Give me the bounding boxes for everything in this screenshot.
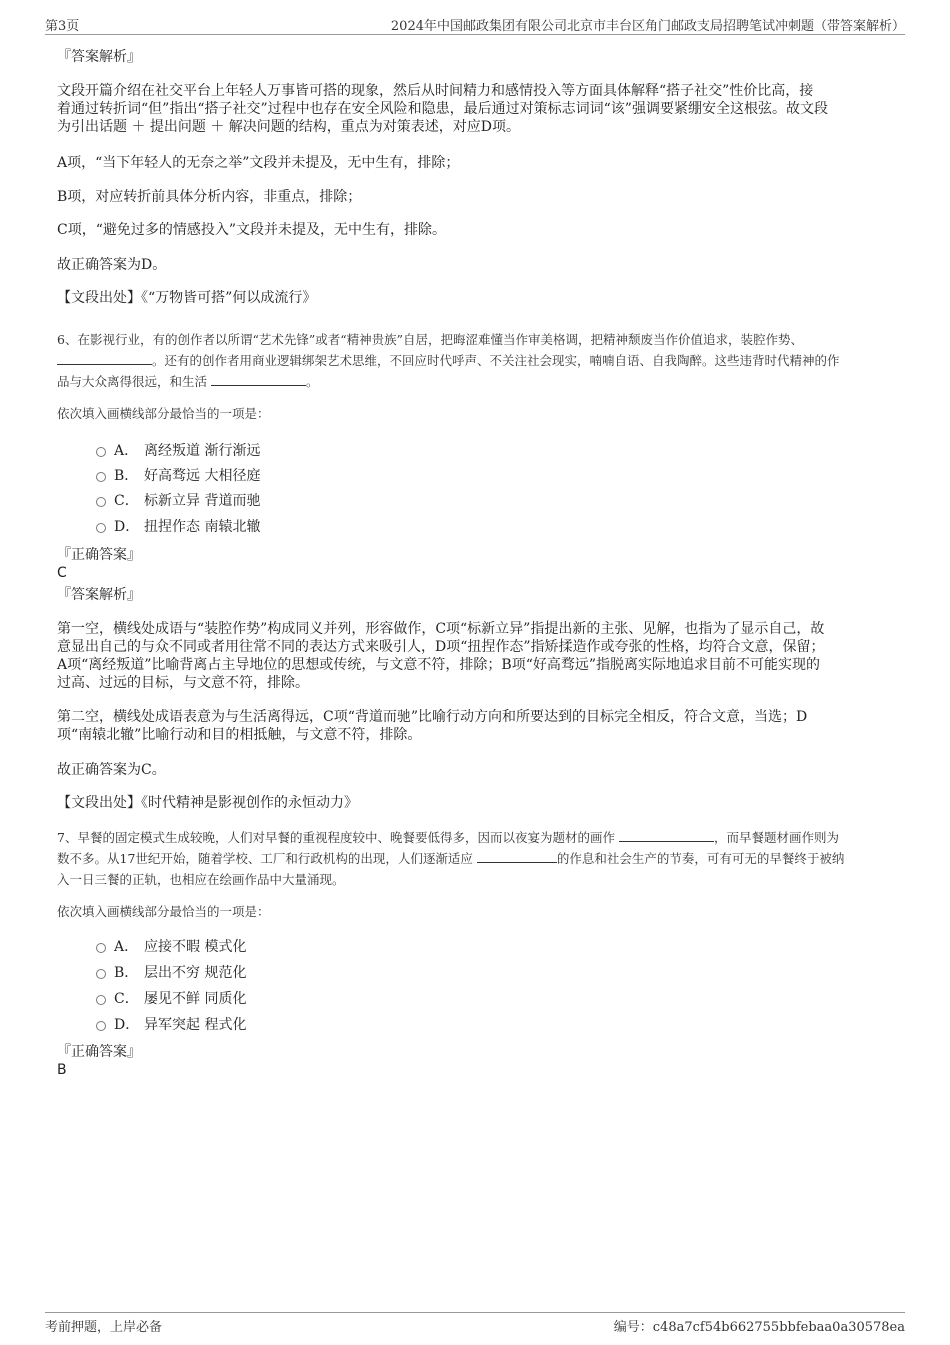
- q5-analysis-label: 『答案解析』: [57, 49, 141, 65]
- q6-correct-answer: C: [57, 565, 67, 581]
- q7-option-a[interactable]: [96, 938, 246, 956]
- q7-stem-text: 数不多。从17世纪开始，随着学校、工厂和行政机构的出现，人们逐渐适应: [57, 851, 473, 866]
- fill-blank: [619, 829, 714, 842]
- option-letter: A．: [114, 939, 139, 955]
- q5-para-line: 文段开篇介绍在社交平台上年轻人万事皆可搭的现象，然后从时间精力和感情投入等方面具体解释“搭子社交”性价比高，接: [57, 83, 814, 99]
- q5-analysis-paragraph: [57, 82, 887, 136]
- q6-stem-line: [57, 371, 887, 392]
- radio-button[interactable]: [96, 1021, 106, 1031]
- q5-option-b-analysis: B项，对应转折前具体分析内容，非重点，排除；: [57, 189, 362, 205]
- q7-stem: [57, 827, 887, 890]
- q6-stem-text: 品与大众离得很远，和生活: [57, 374, 208, 389]
- q7-option-d[interactable]: [96, 1016, 246, 1034]
- q6-option-d[interactable]: [96, 518, 260, 536]
- fill-blank: [477, 850, 557, 863]
- q6-analysis-line: A项“离经叛道”比喻背离占主导地位的思想或传统，与文意不符，排除；B项“好高骛远”指脱离实际地追求目前不可能实现的: [57, 657, 821, 673]
- q5-para-line: 为引出话题 ＋ 提出问题 ＋ 解决问题的结构，重点为对策表述，对应D项。: [57, 119, 521, 135]
- q5-source: 【文段出处】《“万物皆可搭”何以成流行》: [57, 290, 317, 306]
- q6-stem-text: 。: [306, 374, 319, 389]
- page-header: [45, 14, 905, 35]
- radio-button[interactable]: [96, 497, 106, 507]
- option-letter: A．: [114, 443, 139, 459]
- q7-stem-text: 的作息和社会生产的节奏，可有可无的早餐终于被纳: [556, 851, 845, 866]
- page-footer: [45, 1312, 905, 1335]
- q7-correct-answer: B: [57, 1062, 67, 1078]
- radio-button[interactable]: [96, 447, 106, 457]
- document-code: 编号：c48a7cf54b662755bbfebaa0a30578ea: [613, 1320, 905, 1335]
- q6-analysis-line: 项“南辕北辙”比喻行动和目的相抵触，与文意不符，排除。: [57, 727, 422, 743]
- q5-para-line: 着通过转折词“但”指出“搭子社交”过程中也存在安全风险和隐患，最后通过对策标志词词“该”强调要紧绷安全这根弦。故文段: [57, 101, 828, 117]
- option-letter: D．: [114, 519, 140, 535]
- q6-option-b[interactable]: [96, 467, 260, 485]
- q6-stem: [57, 329, 887, 392]
- q6-analysis-line: 第二空，横线处成语表意为与生活离得远，C项“背道而驰”比喻行动方向和所要达到的目标完全相反，符合文意，当选；D: [57, 709, 808, 725]
- q7-stem-line: 入一日三餐的正轨，也相应在绘画作品中大量涌现。: [57, 872, 345, 887]
- option-text: 离经叛道 渐行渐远: [144, 443, 261, 459]
- option-text: 应接不暇 模式化: [144, 939, 247, 955]
- option-letter: B．: [114, 468, 139, 484]
- q6-conclusion: 故正确答案为C。: [57, 762, 166, 778]
- document-title: 2024年中国邮政集团有限公司北京市丰台区角门邮政支局招聘笔试冲刺题（带答案解析）: [390, 19, 905, 34]
- q5-option-a-analysis: A项，“当下年轻人的无奈之举”文段并未提及，无中生有，排除；: [57, 155, 460, 171]
- q6-option-a[interactable]: [96, 442, 260, 460]
- fill-blank: [211, 373, 306, 386]
- q7-option-c[interactable]: [96, 990, 246, 1008]
- q7-stem-text: 7、早餐的固定模式生成较晚，人们对早餐的重视程度较中、晚餐要低得多，因而以夜宴为题材的画作: [57, 830, 615, 845]
- q7-option-b[interactable]: [96, 964, 246, 982]
- q6-analysis-line: 过高、过远的目标，与文意不符，排除。: [57, 675, 309, 691]
- q7-stem-text: ，而早餐题材画作则为: [713, 830, 839, 845]
- q6-prompt: 依次填入画横线部分最恰当的一项是：: [57, 406, 270, 421]
- option-letter: C．: [114, 991, 139, 1007]
- q7-correct-label: 『正确答案』: [57, 1044, 141, 1060]
- fill-blank: [57, 352, 152, 365]
- option-text: 好高骛远 大相径庭: [144, 468, 261, 484]
- q7-stem-line: [57, 848, 887, 869]
- q6-source: 【文段出处】《时代精神是影视创作的永恒动力》: [57, 795, 358, 811]
- page-number: 第3页: [45, 19, 80, 34]
- option-text: 屡见不鲜 同质化: [144, 991, 247, 1007]
- option-text: 异军突起 程式化: [144, 1017, 247, 1033]
- radio-button[interactable]: [96, 995, 106, 1005]
- radio-button[interactable]: [96, 943, 106, 953]
- option-letter: D．: [114, 1017, 140, 1033]
- radio-button[interactable]: [96, 969, 106, 979]
- radio-button[interactable]: [96, 472, 106, 482]
- q6-stem-text: 。还有的创作者用商业逻辑绑架艺术思维，不回应时代呼声、不关注社会现实，喃喃自语、自我陶醉。这些违背时代精神的作: [152, 353, 840, 368]
- q6-analysis-line: 第一空，横线处成语与“装腔作势”构成同义并列，形容做作，C项“标新立异”指提出新的主张、见解，也指为了显示自己，故: [57, 621, 825, 637]
- q7-prompt: 依次填入画横线部分最恰当的一项是：: [57, 904, 270, 919]
- option-text: 层出不穷 规范化: [144, 965, 247, 981]
- q5-conclusion: 故正确答案为D。: [57, 257, 167, 273]
- q7-stem-line: [57, 827, 887, 848]
- q5-option-c-analysis: C项，“避免过多的情感投入”文段并未提及，无中生有，排除。: [57, 222, 447, 238]
- q6-correct-label: 『正确答案』: [57, 547, 141, 563]
- option-letter: B．: [114, 965, 139, 981]
- q6-analysis-line: 意显出自己的与众不同或者用往常不同的表达方式来吸引人，D项“扭捏作态”指矫揉造作或夸张的性格，均符合文意，保留；: [57, 639, 825, 655]
- q6-analysis-label: 『答案解析』: [57, 587, 141, 603]
- q6-analysis-second-blank: [57, 708, 887, 744]
- option-text: 扭捏作态 南辕北辙: [144, 519, 261, 535]
- option-letter: C．: [114, 493, 139, 509]
- footer-slogan: 考前押题，上岸必备: [45, 1320, 163, 1335]
- q6-analysis-first-blank: [57, 620, 887, 692]
- radio-button[interactable]: [96, 523, 106, 533]
- option-text: 标新立异 背道而驰: [144, 493, 261, 509]
- q6-stem-line: 6、在影视行业，有的创作者以所谓“艺术先锋”或者“精神贵族”自居，把晦涩难懂当作审美格调，把精神颓废当作价值追求，装腔作势、: [57, 332, 804, 347]
- q6-option-c[interactable]: [96, 492, 260, 510]
- q6-stem-line: [57, 350, 887, 371]
